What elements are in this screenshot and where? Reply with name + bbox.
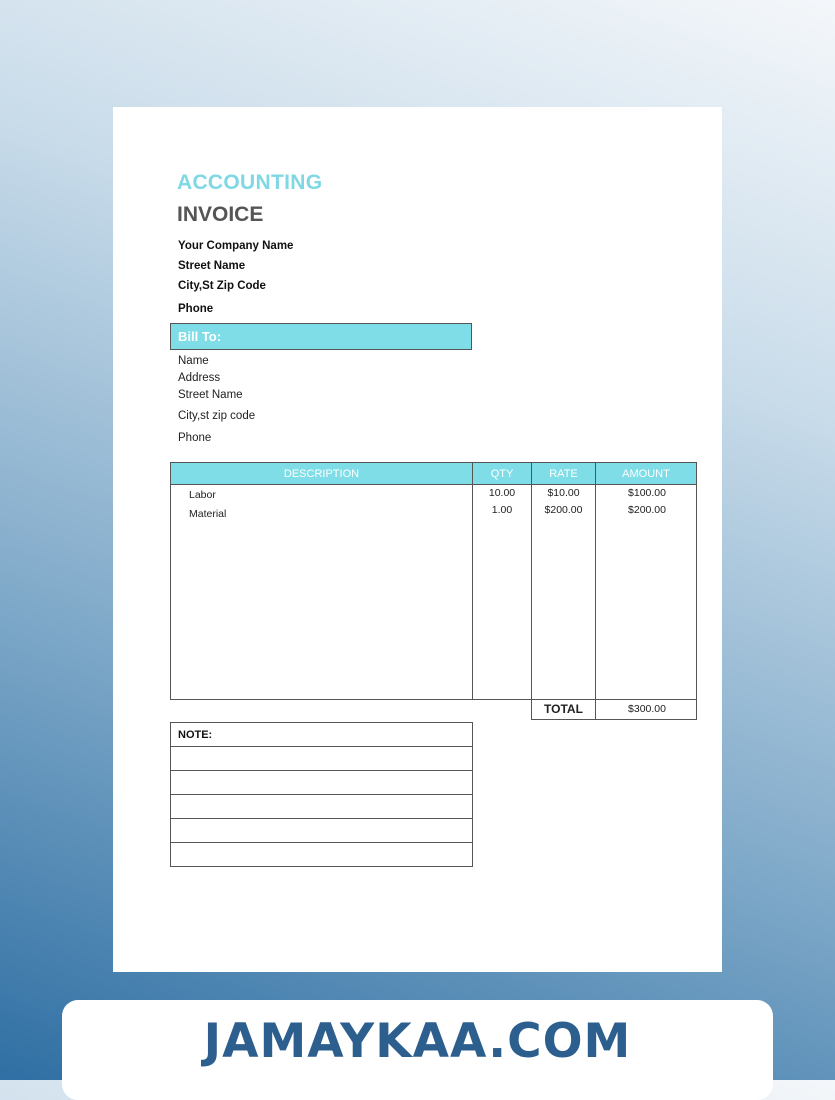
company-street: Street Name xyxy=(178,260,246,272)
company-phone: Phone xyxy=(178,303,214,315)
title-accounting: ACCOUNTING xyxy=(177,171,323,194)
row-amount: $100.00 xyxy=(628,487,666,499)
invoice-page xyxy=(113,107,722,972)
header-qty: QTY xyxy=(473,463,532,485)
rate-column xyxy=(532,485,596,700)
note-line xyxy=(171,747,473,771)
company-city: City,St Zip Code xyxy=(178,280,266,292)
header-description: DESCRIPTION xyxy=(171,463,473,485)
row-rate: $200.00 xyxy=(544,504,583,516)
bill-to-phone: Phone xyxy=(178,432,212,444)
bill-to-city: City,st zip code xyxy=(178,410,256,422)
qty-column xyxy=(473,485,532,700)
row-rate: $10.00 xyxy=(547,487,580,499)
note-line xyxy=(171,819,473,843)
bill-to-street: Street Name xyxy=(178,389,243,401)
row-description: Labor xyxy=(189,489,216,501)
brand-logo-text: JAMAYKAA.COM xyxy=(203,1014,632,1069)
title-invoice: INVOICE xyxy=(177,203,264,226)
header-amount: AMOUNT xyxy=(596,463,697,485)
note-box xyxy=(170,722,473,867)
row-description: Material xyxy=(189,508,227,520)
note-line xyxy=(171,795,473,819)
company-name: Your Company Name xyxy=(178,240,294,252)
total-label: TOTAL xyxy=(532,700,596,720)
row-qty: 10.00 xyxy=(488,487,516,499)
total-value: $300.00 xyxy=(596,700,697,720)
row-amount: $200.00 xyxy=(628,504,666,516)
bill-to-address: Address xyxy=(178,372,221,384)
row-qty: 1.00 xyxy=(491,504,513,516)
header-rate: RATE xyxy=(532,463,596,485)
bill-to-name: Name xyxy=(178,355,209,367)
line-items-table xyxy=(170,462,697,720)
footer-banner xyxy=(62,1000,773,1100)
bill-to-heading: Bill To: xyxy=(170,323,472,350)
description-column xyxy=(171,485,473,700)
note-line xyxy=(171,771,473,795)
note-line xyxy=(171,843,473,867)
amount-column xyxy=(596,485,697,700)
note-label: NOTE: xyxy=(171,723,473,747)
